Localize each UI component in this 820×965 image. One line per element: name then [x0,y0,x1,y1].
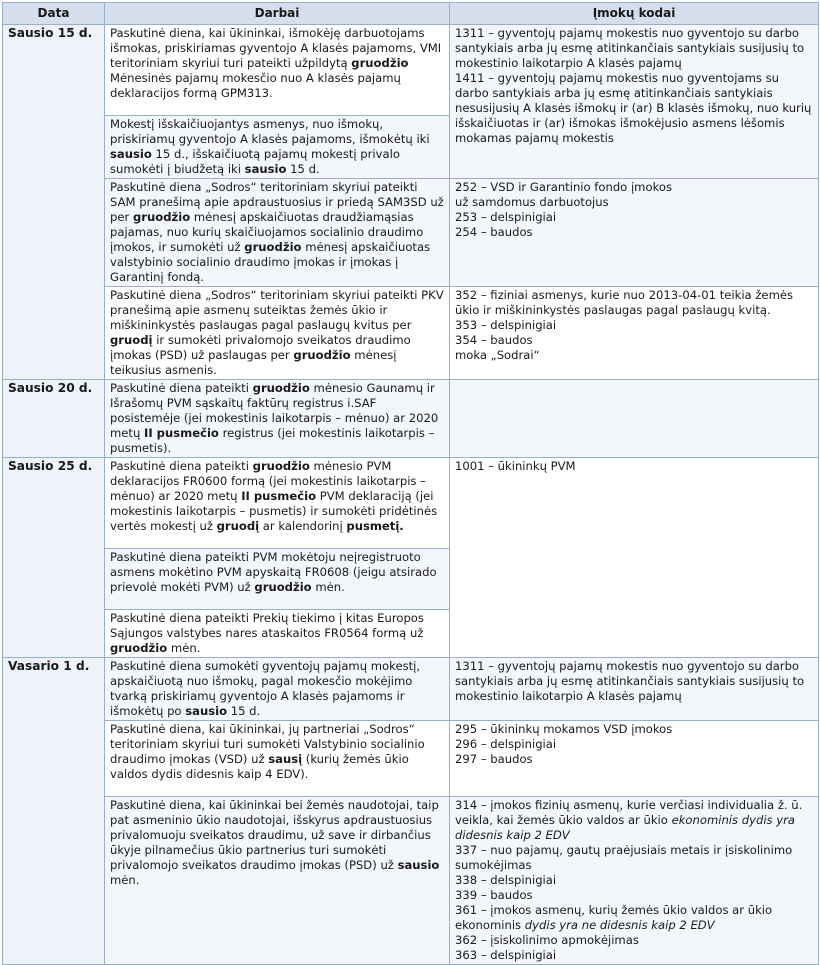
codes-cell [450,721,819,797]
header-row [3,3,819,25]
work-cell: Mokestį išskaičiuojantys asmenys, nuo išmokų, priskiriamų gyventojo A klasės pajamoms, išmokėtų iki sausio 15 d., išskaičiuotą pajamų mokestį privalo sumokėti į biudžetą iki sausio 15 d. [105,116,450,179]
date-cell: Sausio 15 d. [3,25,105,380]
code-line: 362 – įsiskolinimo apmokėjimas [455,933,639,947]
code-line: 296 – delspinigiai [455,737,557,751]
codes-cell [450,380,819,458]
header-darbai: Darbai [105,3,450,25]
code-line: 254 – baudos [455,225,533,239]
code-line: 314 – įmokos fizinių asmenų, kurie verčiasi individualia ž. ū. veikla, kai žemės ūkio valdos ar ūkio ekonominis dydis yra didesnis kaip 2 EDV [455,798,803,842]
work-cell: Paskutinė diena, kai ūkininkai, išmokėję darbuotojams išmokas, priskiriamas gyventojo A klasės pajamoms, VMI teritoriniam skyriui turi pateikti užpildytą gruodžio Mėnesinės pajamų mokesčio nuo A klasės pajamų deklaracijos formą GPM313. [105,25,450,116]
work-cell: Paskutinė diena pateikti gruodžio mėnesio PVM deklaracijos FR0600 formą (jei mokestinis laikotarpis – mėnuo) ar 2020 metų II pusmečio PVM deklaraciją (jei mokestinis laikotarpis – pusmetis) ir sumokėti pridėtinės vertės mokestį už gruodį ar kalendorinį pusmetį. [105,458,450,549]
code-line: 1411 – gyventojų pajamų mokestis nuo gyventojams su darbo santykiais arba jų esmę atitinkančiais santykiais nesusijusių A klasės išmokų ir (ar) B klasės išmokų, nuo kurių išskaičiuotas ir (ar) išmokas išmokėjusio asmens lėšomis mokamas pajamų mokestis [455,71,812,145]
work-cell: Paskutinė diena „Sodros“ teritoriniam skyriui pateikti PKV pranešimą apie asmenų suteiktas žemės ūkio ir miškininkystės paslaugas pagal paslaugų kvitus per gruodį ir sumokėti privalomojo sveikatos draudimo įmokas (PSD) už paslaugas per gruodžio mėnesį teikusius asmenis. [105,287,450,380]
codes-cell [450,25,819,179]
code-line: moka „Sodrai“ [455,348,540,362]
code-line: 1311 – gyventojų pajamų mokestis nuo gyventojo su darbo santykiais arba jų esmę atitinkančiais santykiais susijusių to mokestinio laikotarpio A klasės pajamų [455,659,805,703]
work-cell: Paskutinė diena pateikti gruodžio mėnesio Gaunamų ir Išrašomų PVM sąskaitų faktūrų registrus i.SAF posistemėje (jei mokestinis laikotarpis – mėnuo) ar 2020 metų II pusmečio registrus (jei mokestinis laikotarpis – pusmetis). [105,380,450,458]
date-cell: Vasario 1 d. [3,658,105,965]
tax-calendar-table [2,2,819,965]
table-row [3,179,819,287]
work-cell: Paskutinė diena, kai ūkininkai bei žemės naudotojai, taip pat asmeninio ūkio naudotojai, išskyrus apdraustuosius privalomuoju sveikatos draudimu, už save ir dirbančius ūkyje pilnamečius ūkio partnerius turi sumokėti privalomojo sveikatos draudimo įmokas (PSD) už sausio mėn. [105,797,450,965]
table-row [3,287,819,380]
code-line: 354 – baudos [455,333,533,347]
table-row [3,380,819,458]
code-line: 1311 – gyventojų pajamų mokestis nuo gyventojo su darbo santykiais arba jų esmę atitinkančiais santykiais susijusių to mokestinio laikotarpio A klasės pajamų [455,26,805,70]
table-row [3,25,819,116]
code-line: 361 – įmokos asmenų, kurių žemės ūkio valdos ar ūkio ekonominis dydis yra ne didesnis kaip 2 EDV [455,903,773,932]
code-line: už samdomus darbuotojus [455,195,609,209]
header-data: Data [3,3,105,25]
code-line: 253 – delspinigiai [455,210,557,224]
table-row [3,658,819,721]
code-line: 252 – VSD ir Garantinio fondo įmokos [455,180,672,194]
code-line: 339 – baudos [455,888,533,902]
work-cell: Paskutinė diena „Sodros“ teritoriniam skyriui pateikti SAM pranešimą apie apdraustuosius ir priedą SAM3SD už per gruodžio mėnesį apskaičiuotas draudžiamąsias pajamas, nuo kurių skaičiuojamos socialinio draudimo įmokos, ir sumokėti už gruodžio mėnesį apskaičiuotas valstybinio socialinio draudimo įmokas ir įmokas į Garantinį fondą. [105,179,450,287]
code-line: 338 – delspinigiai [455,873,557,887]
work-cell: Paskutinė diena pateikti Prekių tiekimo į kitas Europos Sąjungos valstybes nares ataskaitos FR0564 formą už gruodžio mėn. [105,610,450,658]
header-imoku-kodai: Įmokų kodai [450,3,819,25]
work-cell: Paskutinė diena pateikti PVM mokėtoju neįregistruoto asmens mokėtino PVM apyskaitą FR0608 (jeigu atsirado prievolė mokėti PVM) už gruodžio mėn. [105,549,450,610]
codes-cell [450,179,819,287]
work-cell: Paskutinė diena sumokėti gyventojų pajamų mokestį, apskaičiuotą nuo išmokų, pagal mokesčio mokėjimo tvarką priskiriamų gyventojo A klasės pajamoms ir išmokėtų po sausio 15 d. [105,658,450,721]
code-line: 1001 – ūkininkų PVM [455,459,576,473]
work-cell: Paskutinė diena, kai ūkininkai, jų partneriai „Sodros“ teritoriniam skyriui turi sumokėti Valstybinio socialinio draudimo įmokas (VSD) už sausį (kurių žemės ūkio valdos dydis didesnis kaip 4 EDV). [105,721,450,797]
codes-cell [450,797,819,965]
codes-cell [450,287,819,380]
table-row [3,797,819,965]
code-line: 353 – delspinigiai [455,318,557,332]
code-line: 363 – delspinigiai [455,948,557,962]
date-cell: Sausio 20 d. [3,380,105,458]
code-line: 297 – baudos [455,752,533,766]
table-row [3,458,819,549]
date-cell: Sausio 25 d. [3,458,105,658]
code-line: 295 – ūkininkų mokamos VSD įmokos [455,722,673,736]
code-line: 352 – fiziniai asmenys, kurie nuo 2013-04-01 teikia žemės ūkio ir miškininkystės paslaugas pagal paslaugų kvitą. [455,288,794,317]
table-row [3,721,819,797]
codes-cell [450,458,819,658]
codes-cell [450,658,819,721]
code-line: 337 – nuo pajamų, gautų praėjusiais metais ir įsiskolinimo sumokėjimas [455,843,793,872]
